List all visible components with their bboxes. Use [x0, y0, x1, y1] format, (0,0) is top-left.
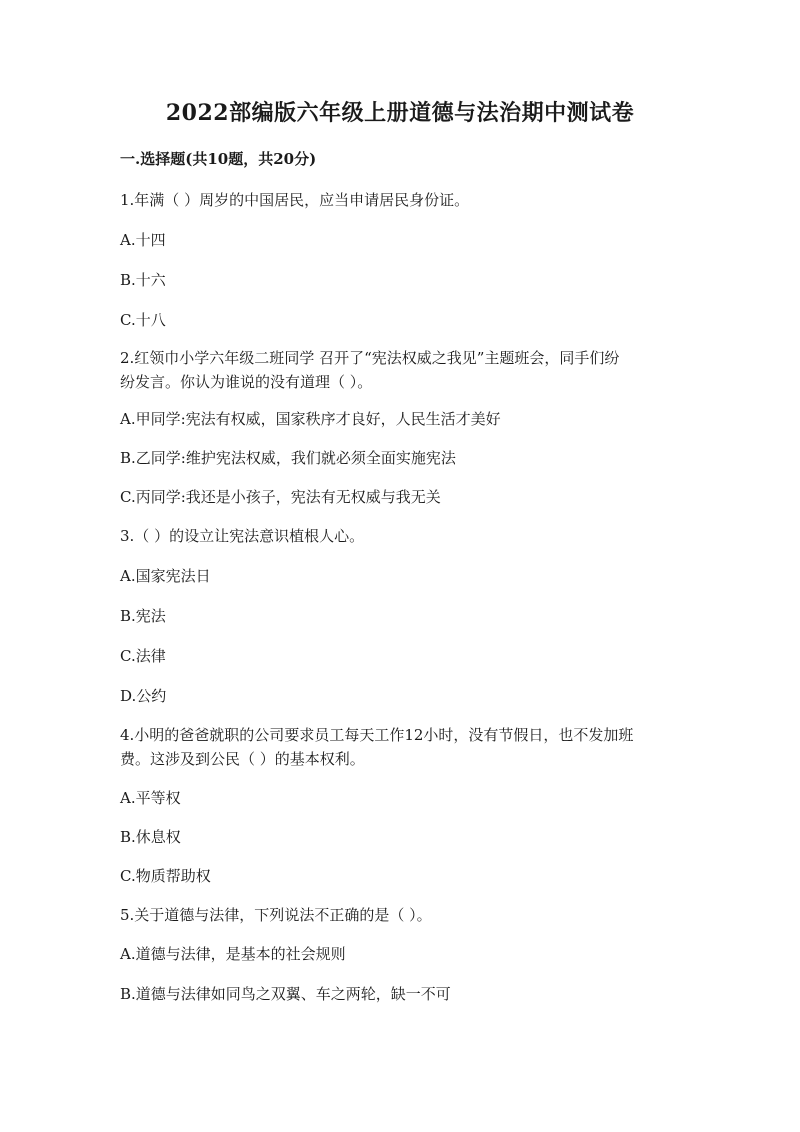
question-4-option-a: A.平等权 — [120, 789, 181, 807]
question-4-stem-line-2: 费。这涉及到公民（ ）的基本权利。 — [120, 750, 365, 768]
question-4-option-b: B.休息权 — [120, 828, 181, 846]
question-5-stem: 5.关于道德与法律，下列说法不正确的是（ ）。 — [120, 906, 432, 924]
section-heading: 一.选择题(共10题，共20分) — [120, 150, 317, 168]
question-4-option-c: C.物质帮助权 — [120, 867, 211, 885]
question-4-stem-line-1: 4.小明的爸爸就职的公司要求员工每天工作12小时，没有节假日，也不发加班 — [120, 726, 634, 744]
question-3-option-a: A.国家宪法日 — [120, 567, 211, 585]
question-2-option-c: C.丙同学:我还是小孩子，宪法有无权威与我无关 — [120, 488, 441, 506]
question-3-option-b: B.宪法 — [120, 607, 166, 625]
question-1-stem: 1.年满（ ）周岁的中国居民，应当申请居民身份证。 — [120, 191, 470, 209]
question-1-option-b: B.十六 — [120, 271, 166, 289]
question-5-option-a: A.道德与法律，是基本的社会规则 — [120, 945, 346, 963]
question-1-option-c: C.十八 — [120, 311, 166, 329]
question-2-option-b: B.乙同学:维护宪法权威，我们就必须全面实施宪法 — [120, 449, 456, 467]
question-3-option-d: D.公约 — [120, 687, 167, 705]
page-title: 2022部编版六年级上册道德与法治期中测试卷 — [165, 100, 635, 126]
question-2-stem-line-1: 2.红领巾小学六年级二班同学 召开了“宪法权威之我见”主题班会，同手们纷 — [120, 349, 620, 367]
question-3-stem: 3.（ ）的设立让宪法意识植根人心。 — [120, 527, 365, 545]
question-2-stem-line-2: 纷发言。你认为谁说的没有道理（ ）。 — [120, 373, 373, 391]
question-3-option-c: C.法律 — [120, 647, 166, 665]
question-2-option-a: A.甲同学:宪法有权威，国家秩序才良好，人民生活才美好 — [120, 410, 501, 428]
question-5-option-b: B.道德与法律如同鸟之双翼、车之两轮，缺一不可 — [120, 985, 451, 1003]
question-1-option-a: A.十四 — [120, 231, 166, 249]
